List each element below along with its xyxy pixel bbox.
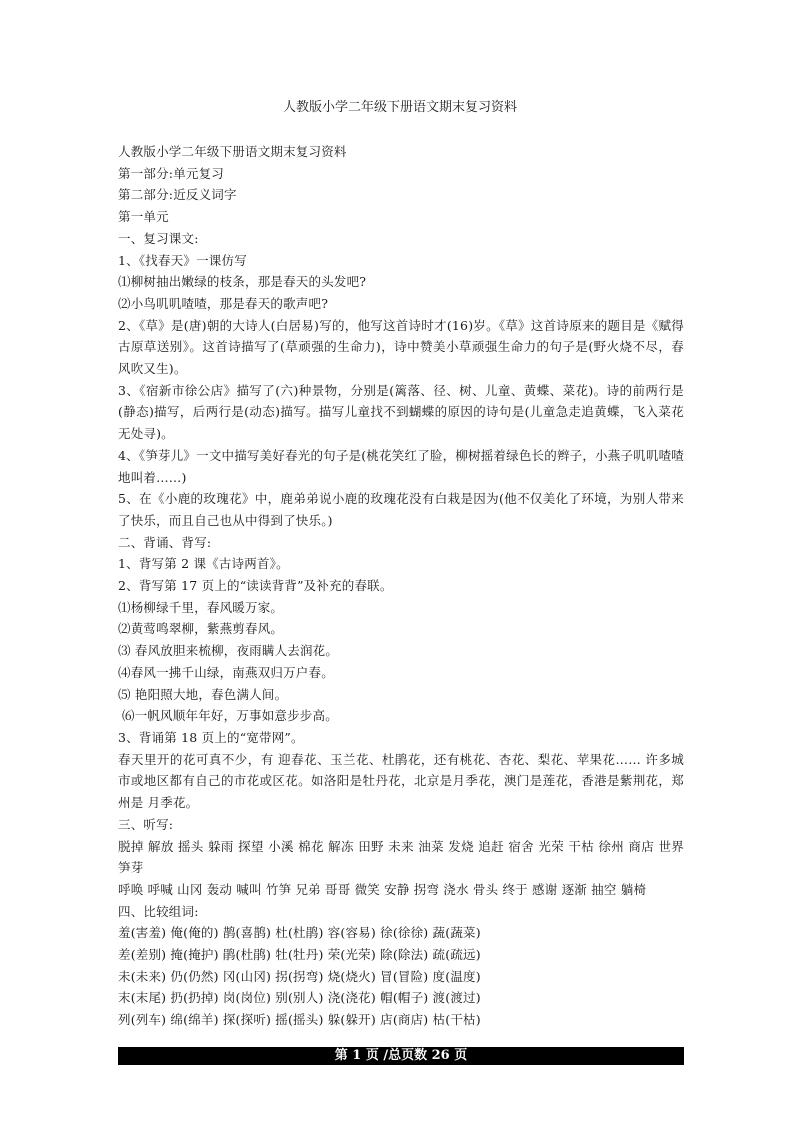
- section-heading: 三、听写:: [118, 816, 174, 832]
- word-compare-row: 差(差别) 掩(掩护) 鹃(杜鹃) 牡(牡丹) 荣(光荣) 除(除法) 疏(疏远): [118, 947, 481, 963]
- paragraph: 3、《宿新市徐公店》描写了(六)种景物，分别是(篱落、径、树、儿童、黄蝶、菜花)。诗的前两行是(静态)描写，后两行是(动态)描写。描写儿童找不到蝴蝶的原因的诗句是(儿童急走追黄蝶，飞入菜花无处寻)。: [118, 382, 684, 442]
- text-line: ⑹一帆风顺年年好，万事如意步步高。: [122, 708, 338, 724]
- paragraph: 4、《笋芽儿》一文中描写美好春光的句子是(桃花笑红了脸，柳树摇着绿色长的辫子，小燕子叽叽喳喳地叫着……): [118, 447, 684, 485]
- text-line: ⑷春风一拂千山绿，南燕双归万户春。: [118, 664, 334, 680]
- word-list: 脱掉 解放 摇头 躲雨 探望 小溪 棉花 解冻 田野 未来 油菜 发烧 追赶 宿舍 光荣 干枯 徐州 商店 世界 笋芽: [118, 838, 684, 876]
- word-compare-row: 羞(害羞) 俺(俺的) 鹊(喜鹊) 杜(杜鹃) 容(容易) 徐(徐徐) 蔬(蔬菜): [118, 925, 481, 941]
- text-line: ⑴柳树抽出嫩绿的枝条，那是春天的头发吧?: [118, 274, 367, 290]
- page-title: 人教版小学二年级下册语文期末复习资料: [282, 100, 517, 115]
- text-line: 3、背诵第 18 页上的“宽带网”。: [118, 729, 304, 745]
- word-compare-row: 末(末尾) 扔(扔掉) 岗(岗位) 别(别人) 浇(浇花) 帽(帽子) 渡(渡过): [118, 990, 481, 1006]
- document-body: [118, 141, 684, 1031]
- text-line: ⑸ 艳阳照大地，春色满人间。: [118, 686, 288, 702]
- text-line: ⑴杨柳绿千里，春风暖万家。: [118, 599, 284, 615]
- word-compare-row: 列(列车) 绵(绵羊) 探(探听) 摇(摇头) 躲(躲开) 店(商店) 枯(干枯): [118, 1012, 481, 1028]
- word-list: 呼唤 呼喊 山冈 轰动 喊叫 竹笋 兄弟 哥哥 微笑 安静 拐弯 浇水 骨头 终于 感谢 逐渐 抽空 躺椅: [118, 881, 647, 897]
- section-heading: 第一单元: [118, 209, 169, 225]
- text-line: 人教版小学二年级下册语文期末复习资料: [118, 144, 347, 159]
- text-line: 1、《找春天》一课仿写: [118, 252, 247, 268]
- word-compare-row: 未(未来) 仍(仍然) 冈(山冈) 拐(拐弯) 烧(烧火) 冒(冒险) 度(温度): [118, 968, 481, 984]
- paragraph: 春天里开的花可真不少，有 迎春花、玉兰花、杜鹃花，还有桃花、杏花、梨花、苹果花…… 许多城市或地区都有自己的市花或区花。如洛阳是牡丹花，北京是月季花，澳门是莲花，香港是紫荆花，郑州是 月季花。: [118, 751, 684, 811]
- text-line: 1、背写第 2 课《古诗两首》。: [118, 556, 289, 572]
- section-heading: 二、背诵、背写:: [118, 534, 212, 550]
- text-line: 第二部分:近反义词字: [118, 187, 237, 203]
- section-heading: 一、复习课文:: [118, 230, 199, 246]
- text-line: 第一部分:单元复习: [118, 165, 225, 181]
- section-heading: 四、比较组词:: [118, 903, 199, 919]
- text-line: ⑵黄莺鸣翠柳，紫燕剪春风。: [118, 621, 284, 637]
- paragraph: 5、在《小鹿的玫瑰花》中，鹿弟弟说小鹿的玫瑰花没有白栽是因为(他不仅美化了环境，为别人带来了快乐，而且自己也从中得到了快乐。): [118, 491, 684, 528]
- paragraph: 2、《草》是(唐)朝的大诗人(白居易)写的，他写这首诗时才(16)岁。《草》这首诗原来的题目是《赋得古原草送别》。这首诗描写了(草顽强的生命力)，诗中赞美小草顽强生命力的句子是(野火烧不尽，春风吹又生)。: [118, 317, 684, 377]
- page-footer: 第 1 页 /总页数 26 页: [118, 1047, 684, 1065]
- text-line: ⑶ 春风放胆来梳柳，夜雨瞒人去润花。: [118, 643, 339, 659]
- text-line: 2、背写第 17 页上的“读读背背”及补充的春联。: [118, 578, 393, 594]
- text-line: ⑵小鸟叽叽喳喳，那是春天的歌声吧?: [118, 295, 329, 311]
